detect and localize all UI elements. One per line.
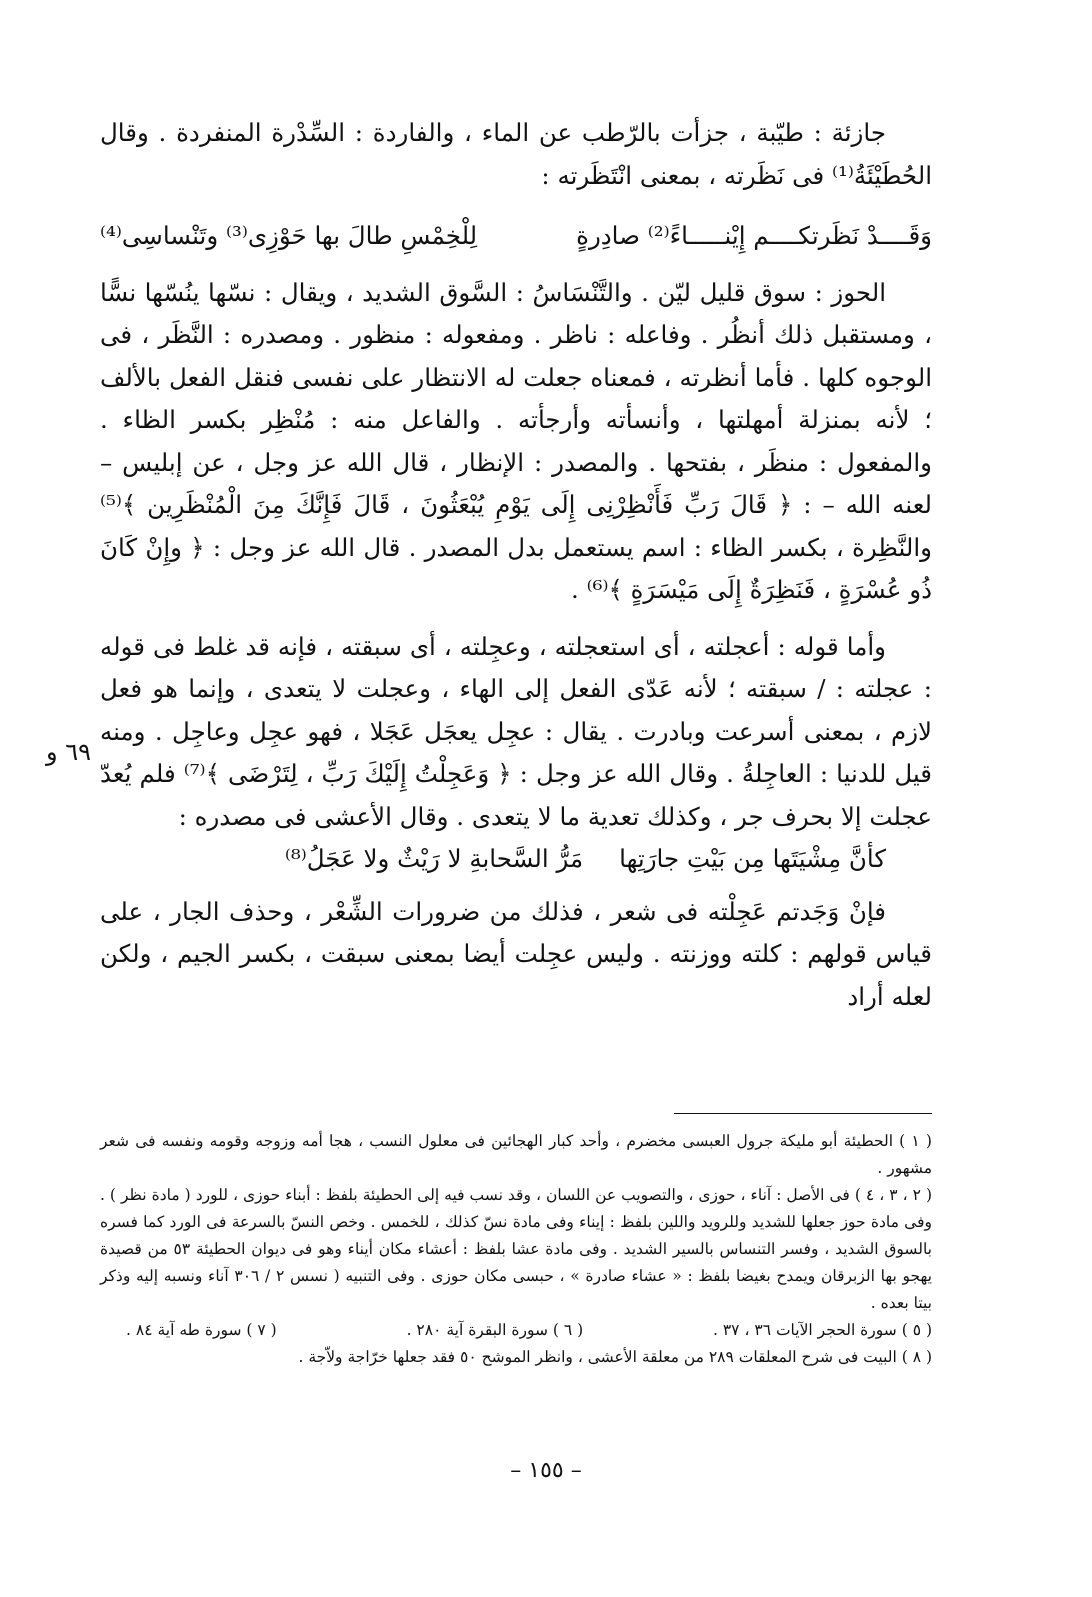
- page-number: – ١٥٥ –: [510, 1458, 582, 1483]
- main-text: [100, 112, 932, 1018]
- footnote-divider: [674, 1113, 932, 1114]
- footnote-1: ( ١ ) الحطيئة أبو مليكة جرول العبسى مخضرم ، وأحد كبار الهجائين فى معلول النسب ، هجا أمه وزوجه وقومه ونفسه فى شعر مشهور .: [100, 1132, 932, 1177]
- verse-asha: [100, 838, 932, 881]
- paragraph-3: وأما قوله : أعجلته ، أى استعجلته ، وعجِلته ، أى سبقته ، فإنه قد غلط فى قوله : عجلته : / سبقته ؛ لأنه عَدّى الفعل إلى الهاء ، وعجلت لا يتعدى ، وإنما هو فعل لازم ، بمعنى أسرعت وبادرت . يقال : عجِل يعجَل عَجَلا ، فهو عجِل وعاجِل . ومنه قيل للدنيا : العاجِلةُ . وقال الله عز وجل : ﴿ وَعَجِلْتُ إِلَيْكَ رَبِّ ، لِتَرْضَى ﴾⁽⁷⁾ فلم يُعدّ عجلت إلا بحرف جر ، وكذلك تعدية ما لا يتعدى . وقال الأعشى فى مصدره :: [100, 631, 932, 831]
- footnote-7: ( ٧ ) سورة طه آية ٨٤ .: [126, 1321, 277, 1339]
- paragraph-4: فإنْ وَجَدتم عَجِلْته فى شعر ، فذلك من ضرورات الشِّعْر ، وحذف الجار ، على قياس قولهم : كلته ووزنته . وليس عجِلت أيضا بمعنى سبقت ، بكسر الجيم ، ولكن لعله أراد: [100, 896, 932, 1011]
- folio-margin-note: ٦٩ و: [46, 738, 91, 766]
- footnote-5: ( ٥ ) سورة الحجر الآيات ٣٦ ، ٣٧ .: [713, 1321, 932, 1339]
- footnote-2-3-4: ( ٢ ، ٣ ، ٤ ) فى الأصل : آناء ، حوزى ، والتصويب عن اللسان ، وقد نسب فيه إلى الحطيئة بلفظ : أبناء حوزى ، للورد ( مادة نظر ) . وفى مادة حوز جعلها للشديد وللرويد واللين بلفظ : إيناء وفى مادة نسّ كذلك ، للخمس . وخص النسّ بالسرعة فى الورد كما فسره بالسوق الشديد ، وفسر التنساس بالسير الشديد . وفى مادة عشا بلفظ : أعشاء مكان أيناء وهو فى ديوان الحطيئة ٥٣ من قصيدة يهجو بها الزبرقان ويمدح بغيضا بلفظ : « عشاء صادرة » ، حبسى مكان حوزى . وفى التنبيه ( نسس ٢ / ٣٠٦ آناء ونسبه إليه وذكر بيتا بعده .: [100, 1186, 932, 1312]
- verse-first-hemistich: وَقَــــدْ نَظَرتكــــم إِيْنـــــاءً⁽²⁾ صادِرةٍ: [576, 221, 932, 250]
- paragraph-1: جازئة : طيّبة ، جزأت بالرّطب عن الماء ، والفاردة : السِّدْرة المنفردة . وقال الحُطَيْئَةُ⁽¹⁾ فى نَظَرته ، بمعنى انْتَظَرته :: [100, 118, 932, 190]
- footnote-refs-5-7: [100, 1317, 932, 1344]
- verse-second-hemistich: مَرُّ السَّحابةِ لا رَيْثٌ ولا عَجَلُ⁽⁸⁾: [284, 844, 584, 873]
- verse-second-hemistich: لِلْخِمْسِ طالَ بها حَوْزِى⁽³⁾ وتَنْساسِى⁽⁴⁾: [100, 221, 478, 250]
- verse-hutaya: [100, 215, 932, 258]
- footnote-6: ( ٦ ) سورة البقرة آية ٢٨٠ .: [406, 1321, 584, 1339]
- footnotes: [100, 1128, 932, 1371]
- paragraph-2: الحوز : سوق قليل ليّن . والتَّنْسَاسُ : السَّوق الشديد ، ويقال : نسّها ينُسّها نسًّا ، ومستقبل ذلك أنظُر . وفاعله : ناظر . ومفعوله : منظور . ومصدره : النَّظَر ، فى الوجوه كلها . فأما أنظرته ، فمعناه جعلت له الانتظار على نفسى فنقل الفعل بالألف ؛ لأنه بمنزلة أمهلتها ، وأنسأته وأرجأته . والفاعل منه : مُنْظِر بكسر الظاء . والمفعول : منظَر ، بفتحها . والمصدر : الإنظار ، قال الله عز وجل ، عن إبليس – لعنه الله – : ﴿ قَالَ رَبِّ فَأَنْظِرْنِى إِلَى يَوْمِ يُبْعَثُونَ ، قَالَ فَإِنَّكَ مِنَ الْمُنْظَرِين ﴾⁽⁵⁾ والنَّظِرة ، بكسر الظاء : اسم يستعمل بدل المصدر . قال الله عز وجل : ﴿ وإِنْ كَانَ ذُو عُسْرَةٍ ، فَنَظِرَةٌ إِلَى مَيْسَرَةٍ ﴾⁽⁶⁾ .: [100, 277, 932, 604]
- footnote-8: ( ٨ ) البيت فى شرح المعلقات ٢٨٩ من معلقة الأعشى ، وانظر الموشح ٥٠ فقد جعلها خرّاجة ولاّجة .: [298, 1348, 932, 1366]
- verse-first-hemistich: كأنَّ مِشْيَتَها مِن بَيْتِ جارَتِها: [619, 844, 886, 873]
